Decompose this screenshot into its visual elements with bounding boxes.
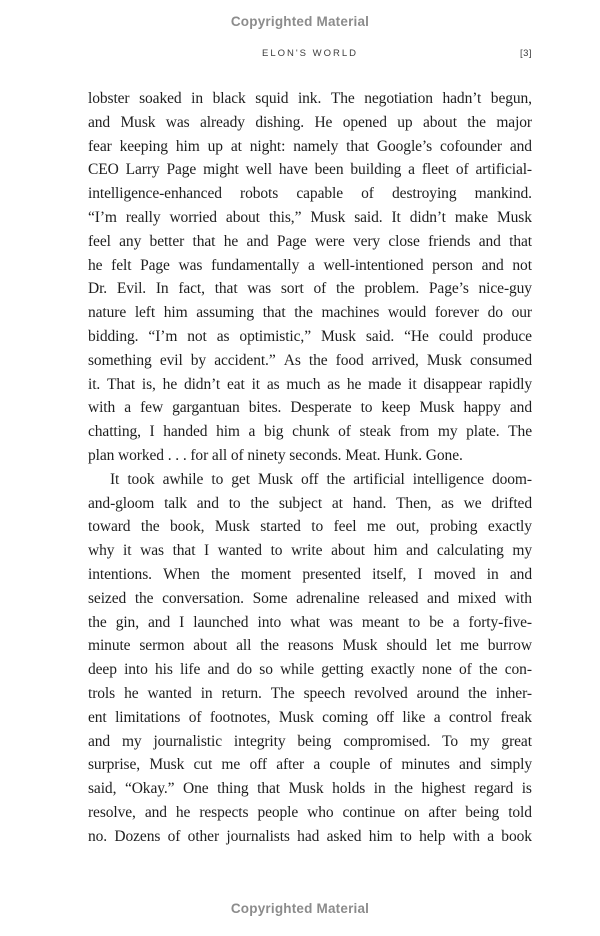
text-line: fear keeping him up at night: namely that Google’s cofounder and [88, 137, 532, 155]
text-line: he felt Page was fundamentally a well-intentioned person and not [88, 256, 532, 274]
watermark-bottom: Copyrighted Material [230, 901, 370, 916]
text-line: chatting, I handed him a big chunk of steak from my plate. The [88, 423, 532, 441]
text-line: said, “Okay.” One thing that Musk holds in the highest regard is [88, 780, 532, 798]
text-line: resolve, and he respects people who continue on after being told [88, 803, 532, 821]
text-line: It took awhile to get Musk off the artificial intelligence doom- [110, 470, 532, 488]
text-line: and-gloom talk and to the subject at hand. Then, as we drifted [88, 494, 532, 512]
text-line: with a few gargantuan bites. Desperate to keep Musk happy and [88, 399, 532, 417]
text-line: something evil by accident.” As the food arrived, Musk consumed [88, 351, 532, 369]
text-line: plan worked . . . for all of ninety seconds. Meat. Hunk. Gone. [88, 446, 463, 464]
text-line: toward the book, Musk started to feel me out, probing exactly [88, 518, 532, 536]
text-line: it. That is, he didn’t eat it as much as he made it disappear rapidly [88, 375, 532, 393]
page-number: [3] [519, 48, 532, 59]
text-line: intelligence-enhanced robots capable of destroying mankind. [88, 185, 532, 203]
text-line: minute sermon about all the reasons Musk should let me burrow [88, 637, 532, 655]
text-line: and my journalistic integrity being compromised. To my great [88, 732, 532, 750]
text-line: deep into his life and do so while getting exactly none of the con- [88, 661, 532, 679]
text-line: no. Dozens of other journalists had asked him to help with a book [88, 827, 532, 845]
text-line: CEO Larry Page might well have been building a fleet of artificial- [88, 161, 532, 179]
text-line: the gin, and I launched into what was meant to be a forty-five- [88, 613, 532, 631]
text-line: bidding. “I’m not as optimistic,” Musk said. “He could produce [88, 327, 532, 345]
text-line: intentions. When the moment presented itself, I moved in and [88, 565, 532, 583]
text-line: surprise, Musk cut me off after a couple of minutes and simply [88, 756, 532, 774]
chapter-title: ELON'S WORLD [261, 48, 359, 59]
text-line: nature left him assuming that the machines would forever do our [88, 304, 532, 322]
body-text [88, 87, 532, 849]
text-line: and Musk was already dishing. He opened up about the major [88, 113, 532, 131]
text-line: feel any better that he and Page were very close friends and that [88, 232, 532, 250]
text-line: why it was that I wanted to write about him and calculating my [88, 542, 532, 560]
text-line: trols he wanted in return. The speech revolved around the inher- [88, 684, 532, 702]
text-line: ent limitations of footnotes, Musk coming off like a control freak [88, 708, 532, 726]
running-header [88, 48, 532, 64]
text-line: lobster soaked in black squid ink. The negotiation hadn’t begun, [88, 90, 532, 107]
text-line: Dr. Evil. In fact, that was sort of the problem. Page’s nice-guy [88, 280, 532, 298]
watermark-top: Copyrighted Material [230, 14, 370, 29]
text-line: “I’m really worried about this,” Musk said. It didn’t make Musk [88, 208, 532, 226]
text-line: seized the conversation. Some adrenaline released and mixed with [88, 589, 532, 607]
